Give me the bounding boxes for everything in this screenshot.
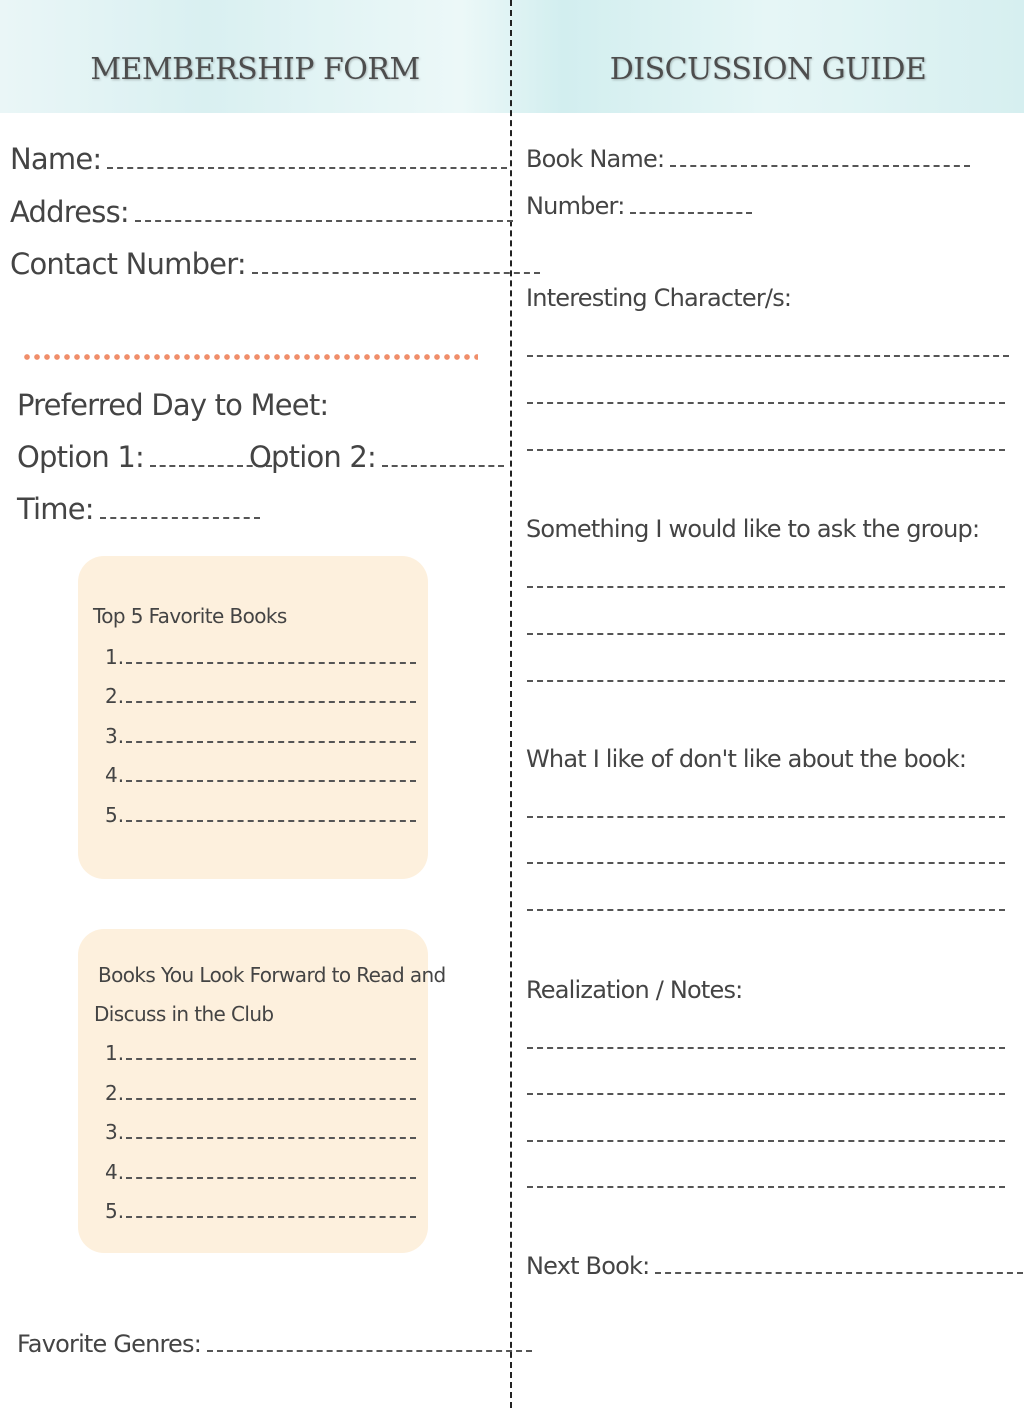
characters-line-2[interactable] bbox=[527, 402, 1005, 404]
time-label: Time: bbox=[17, 492, 94, 526]
item-line bbox=[126, 1216, 416, 1218]
next-book-label: Next Book: bbox=[526, 1252, 650, 1280]
top-5-item-2[interactable] bbox=[105, 684, 416, 708]
forward-item-4[interactable] bbox=[105, 1160, 416, 1184]
forward-item-2[interactable] bbox=[105, 1081, 416, 1105]
number-label: Number: bbox=[526, 192, 625, 220]
ask-group-line-3[interactable] bbox=[527, 680, 1005, 682]
forward-item-1[interactable] bbox=[105, 1041, 416, 1065]
notes-line-1[interactable] bbox=[527, 1047, 1005, 1049]
characters-line-3[interactable] bbox=[527, 449, 1005, 451]
item-line bbox=[126, 1058, 416, 1060]
number-field[interactable] bbox=[526, 192, 752, 220]
interesting-characters-label: Interesting Character/s: bbox=[526, 284, 792, 312]
item-number: 4. bbox=[105, 763, 125, 787]
discussion-guide-title: DISCUSSION GUIDE bbox=[609, 52, 927, 87]
time-field[interactable] bbox=[17, 492, 260, 526]
item-number: 1. bbox=[105, 1041, 125, 1065]
item-line bbox=[126, 1098, 416, 1100]
option-1-field[interactable] bbox=[17, 440, 272, 474]
forward-item-3[interactable] bbox=[105, 1120, 416, 1144]
time-line bbox=[100, 517, 260, 519]
item-number: 1. bbox=[105, 645, 125, 669]
item-line bbox=[126, 662, 416, 664]
ask-group-label: Something I would like to ask the group: bbox=[526, 515, 980, 543]
notes-line-4[interactable] bbox=[527, 1186, 1005, 1188]
like-dislike-line-1[interactable] bbox=[527, 816, 1005, 818]
item-line bbox=[126, 741, 416, 743]
books-forward-title-line-2: Discuss in the Club bbox=[94, 1002, 274, 1026]
ask-group-line-2[interactable] bbox=[527, 633, 1005, 635]
item-number: 2. bbox=[105, 684, 125, 708]
next-book-field[interactable] bbox=[526, 1252, 1023, 1280]
top-5-item-5[interactable] bbox=[105, 803, 416, 827]
address-label: Address: bbox=[10, 195, 129, 229]
dotted-divider bbox=[22, 352, 478, 362]
item-line bbox=[126, 701, 416, 703]
address-line bbox=[135, 220, 513, 222]
favorite-genres-line bbox=[207, 1350, 532, 1352]
books-forward-title-line-1: Books You Look Forward to Read and bbox=[98, 963, 446, 987]
realization-notes-label: Realization / Notes: bbox=[526, 976, 743, 1004]
name-label: Name: bbox=[10, 142, 102, 176]
book-name-line bbox=[670, 165, 970, 167]
forward-item-5[interactable] bbox=[105, 1199, 416, 1223]
contact-number-field[interactable] bbox=[10, 247, 540, 281]
next-book-line bbox=[655, 1272, 1023, 1274]
name-line bbox=[107, 167, 507, 169]
option-2-field[interactable] bbox=[249, 440, 504, 474]
characters-line-1[interactable] bbox=[527, 355, 1009, 357]
number-line bbox=[630, 212, 752, 214]
item-line bbox=[126, 820, 416, 822]
like-dislike-line-2[interactable] bbox=[527, 862, 1005, 864]
membership-form-title: MEMBERSHIP FORM bbox=[90, 52, 420, 87]
item-line bbox=[126, 1177, 416, 1179]
item-number: 5. bbox=[105, 803, 125, 827]
contact-number-label: Contact Number: bbox=[10, 247, 246, 281]
favorite-genres-label: Favorite Genres: bbox=[17, 1330, 202, 1358]
notes-line-3[interactable] bbox=[527, 1140, 1005, 1142]
option-1-label: Option 1: bbox=[17, 440, 145, 474]
contact-number-line bbox=[252, 272, 540, 274]
book-name-field[interactable] bbox=[526, 145, 970, 173]
item-number: 3. bbox=[105, 724, 125, 748]
item-number: 3. bbox=[105, 1120, 125, 1144]
option-2-line bbox=[382, 465, 504, 467]
item-number: 5. bbox=[105, 1199, 125, 1223]
top-5-item-4[interactable] bbox=[105, 763, 416, 787]
top-5-item-3[interactable] bbox=[105, 724, 416, 748]
favorite-genres-field[interactable] bbox=[17, 1330, 532, 1358]
ask-group-line-1[interactable] bbox=[527, 586, 1005, 588]
option-2-label: Option 2: bbox=[249, 440, 377, 474]
item-number: 4. bbox=[105, 1160, 125, 1184]
top-5-books-title: Top 5 Favorite Books bbox=[93, 604, 287, 628]
notes-line-2[interactable] bbox=[527, 1093, 1005, 1095]
item-number: 2. bbox=[105, 1081, 125, 1105]
top-5-item-1[interactable] bbox=[105, 645, 416, 669]
address-field[interactable] bbox=[10, 195, 513, 229]
book-name-label: Book Name: bbox=[526, 145, 665, 173]
item-line bbox=[126, 780, 416, 782]
like-dislike-label: What I like of don't like about the book: bbox=[526, 745, 967, 773]
item-line bbox=[126, 1137, 416, 1139]
name-field[interactable] bbox=[10, 142, 507, 176]
like-dislike-line-3[interactable] bbox=[527, 909, 1005, 911]
preferred-day-label: Preferred Day to Meet: bbox=[17, 388, 329, 422]
